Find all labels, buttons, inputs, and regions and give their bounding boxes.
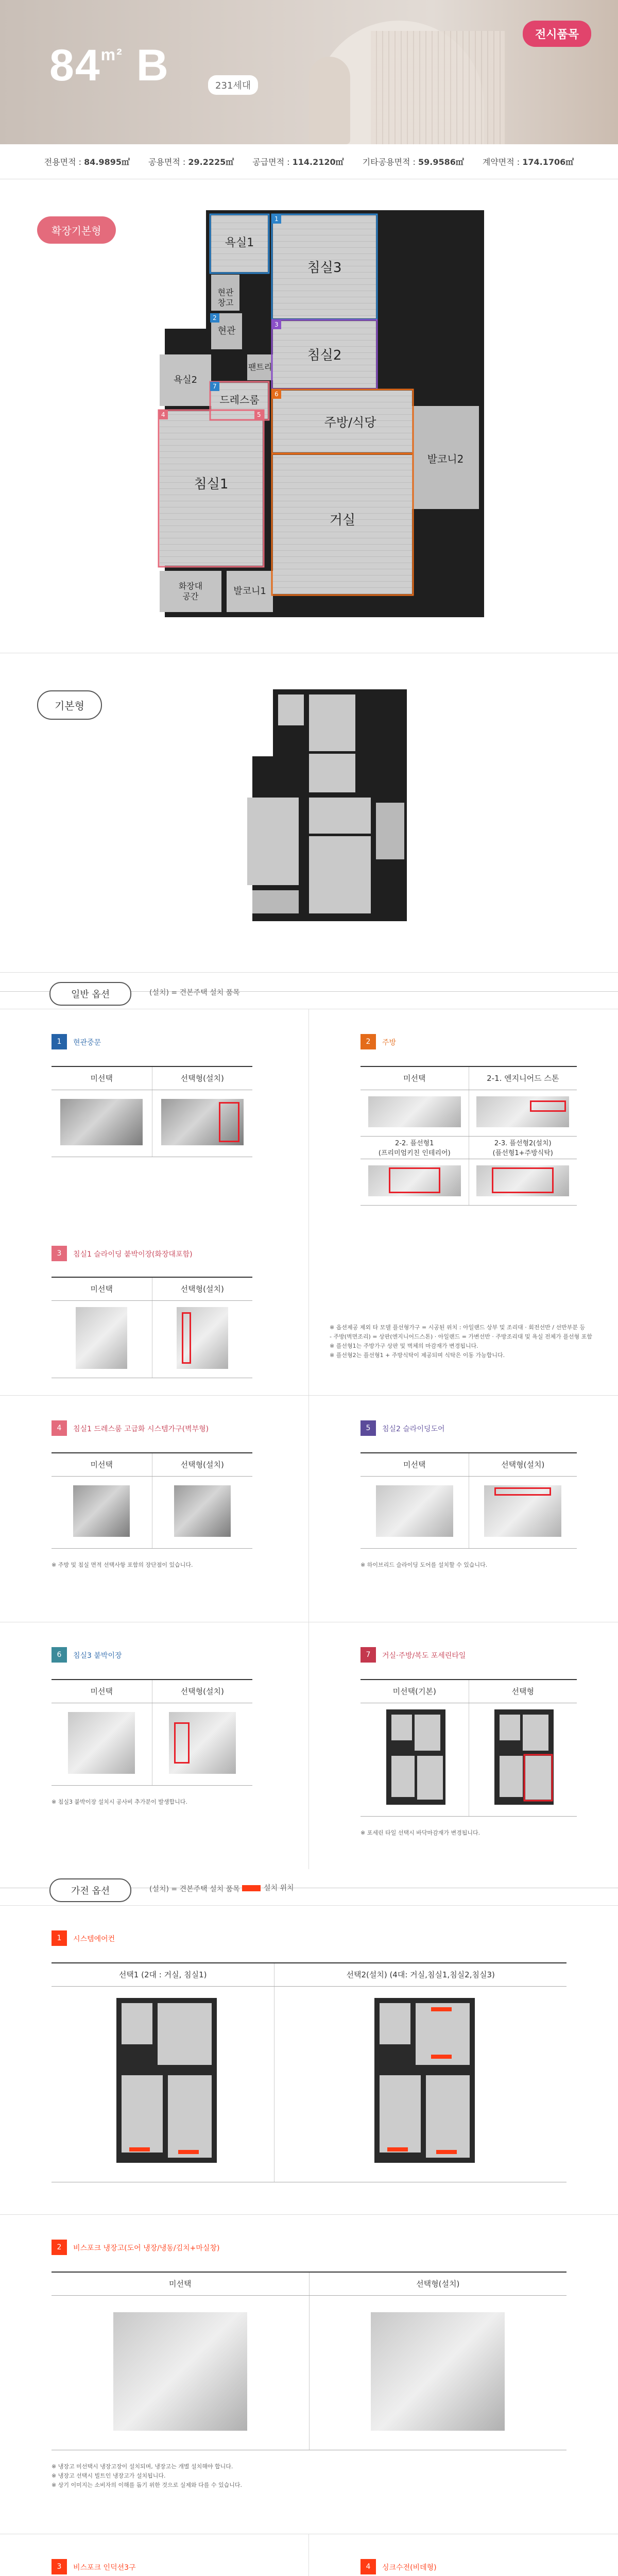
svg-text:발코니1: 발코니1: [233, 586, 266, 597]
fridge-option-photo: [371, 2312, 505, 2431]
fridge-notes: ※ 냉장고 미선택시 냉장고장이 설치되며, 냉장고는 개별 설치해야 합니다. ※ 냉장고 선택시 빌트인 냉장고가 설치됩니다. ※ 상기 이미지는 소비자의 이해를 돕기 위한 것으로 실제와 다를 수 있습니다.: [52, 2463, 242, 2488]
svg-text:침실3: 침실3: [307, 260, 342, 276]
area-exclusive: 전용면적 : 84.9895㎡: [44, 157, 130, 167]
fridge-default-photo: [113, 2312, 247, 2431]
appliance-options-pill[interactable]: 가전 옵션: [49, 1878, 131, 1902]
svg-text:거실: 거실: [329, 513, 356, 528]
options-row-4: [0, 1622, 618, 1869]
svg-text:현관: 현관: [217, 287, 234, 297]
svg-text:1: 1: [274, 215, 279, 223]
entrance-door-table: 미선택 선택형(설치): [52, 1066, 252, 1157]
option-bed1-closet: 3 침실1 슬라이딩 붙박이장(화장대포함) 미선택 선택형(설치): [0, 1235, 309, 1395]
bed1-dressroom-table: 미선택 선택형(설치): [52, 1452, 252, 1549]
svg-text:팬트리: 팬트리: [248, 362, 272, 372]
svg-text:공간: 공간: [182, 591, 199, 601]
area-supply: 공급면적 : 114.2120㎡: [252, 157, 344, 167]
appliance-options-header: [0, 1869, 618, 1905]
svg-text:주방/식당: 주방/식당: [324, 415, 376, 430]
svg-text:3: 3: [274, 321, 279, 328]
entrance-option-photo: [161, 1099, 244, 1145]
area-common: 공용면적 : 29.2225㎡: [148, 157, 234, 167]
options-row-appliance-2: [0, 2534, 618, 2576]
hero-banner: [0, 0, 618, 144]
kitchen-notes-text: ※ 옵션제공 제외 타 모델 플선형가구 = 시공된 위치 : 아일랜드 상부 및 조리대 · 회전선반 / 선반부분 등 - 주방(벽면조리) = 상판(엔지니어드스톤) · 아일랜드 = 가변선반 · 주방조리대 및 욕실 전체가 플선형 포함 ※ 플선형1는 주방가구 상판 및 벽체의 마감재가 변경됩니다. ※ 플선형2는 플선형1 + 주방식탁이 제공되며 식탁은 이동 가능합니다.: [330, 1324, 592, 1359]
svg-text:7: 7: [213, 383, 217, 390]
svg-text:현관: 현관: [217, 326, 236, 336]
household-count-badge: 231세대: [208, 75, 258, 95]
option-bed3-closet: 6 침실3 붙박이장 미선택 선택형(설치) ※ 침실3 붙박이장 설치시 공사비 추가분이 발생합니다.: [0, 1622, 309, 1869]
svg-text:4: 4: [161, 411, 165, 418]
options-row-2: [0, 1235, 618, 1395]
option-entrance-door: 1 현관중문 미선택 선택형(설치): [0, 1009, 309, 1235]
entrance-default-photo: [60, 1099, 143, 1145]
svg-text:5: 5: [257, 411, 261, 418]
exhibit-items-pill[interactable]: 전시품목: [523, 21, 591, 47]
svg-text:드레스룸: 드레스룸: [219, 394, 260, 406]
kitchen-notes: [309, 1235, 618, 1395]
expanded-floor-plan: [149, 210, 489, 622]
expanded-plan-section: [0, 179, 618, 653]
svg-text:발코니2: 발코니2: [427, 453, 464, 465]
general-options-note: (설치) = 견본주택 설치 품목: [149, 989, 240, 997]
svg-text:욕실2: 욕실2: [173, 375, 198, 385]
basic-plan-section: [0, 653, 618, 973]
general-options-header: [0, 973, 618, 1009]
appliance-options-note: (설치) = 견본주택 설치 품목: [149, 1885, 240, 1893]
option-induction: 3 비스포크 인덕션3구: [0, 2534, 309, 2576]
bed1-closet-table: 미선택 선택형(설치): [52, 1277, 252, 1378]
options-row-1: [0, 1009, 618, 1235]
basic-plan-pill[interactable]: 기본형: [37, 690, 102, 720]
tile-option-plan: [489, 1709, 556, 1807]
option-sink-faucet: 4 싱크수전(비데형): [309, 2534, 618, 2576]
svg-text:6: 6: [274, 391, 279, 398]
svg-text:침실1: 침실1: [194, 477, 229, 492]
area-info-bar: [0, 144, 618, 179]
area-other-common: 기타공용면적 : 59.9586㎡: [362, 157, 464, 167]
porcelain-tile-table: 미선택(기본) 선택형: [360, 1679, 577, 1817]
option-bed1-dressroom: 4 침실1 드레스룸 고급화 시스템가구(벽부형) 미선택 선택형(설치) ※ 주방 및 침실 면적 선택사항 포함의 장단점이 있습니다.: [0, 1396, 309, 1622]
bed2-sliding-table: 미선택 선택형(설치): [360, 1452, 577, 1549]
options-row-3: [0, 1395, 618, 1622]
aircon-table: 선택1 (2대 : 거실, 침실1) 선택2(설치) (4대: 거실,침실1,침실2,침실3): [52, 1962, 566, 2182]
option-porcelain-tile: 7 거실·주방/복도 포세린타일 미선택(기본) 선택형 ※ 포세린 타일 선택시 바닥마감재가 변경됩니다.: [309, 1622, 618, 1869]
fridge-table: 미선택 선택형(설치): [52, 2272, 566, 2450]
hero-panel-decor: [371, 31, 505, 144]
install-location-legend: 설치 위치: [242, 1883, 294, 1893]
bed3-closet-table: 미선택 선택형(설치): [52, 1679, 252, 1786]
general-options-pill[interactable]: 일반 옵션: [49, 982, 131, 1006]
svg-text:침실2: 침실2: [307, 348, 342, 363]
option-system-aircon: 1 시스템에어컨 선택1 (2대 : 거실, 침실1) 선택2(설치) (4대: 거실,침실1,침실2,침실3): [0, 1905, 618, 2214]
svg-text:화장대: 화장대: [178, 581, 203, 591]
hero-vase-decor: [309, 57, 350, 144]
tile-default-plan: [381, 1709, 448, 1807]
basic-floor-plan: [242, 689, 412, 926]
option-kitchen: 2 주방 미선택 2-1. 엔지니어드 스톤 2-2. 플선형1 (프리미엄키친 인테리어) 2-3. 플선형2(설치) (플선형1+주방식탁): [309, 1009, 618, 1235]
option-bespoke-fridge: 2 비스포크 냉장고(도어 냉장/냉동/김치+마실창) 미선택 선택형(설치) ※ 냉장고 미선택시 냉장고장이 설치되며, 냉장고는 개별 설치해야 합니다. ※ 냉장고 선택시 빌트인 냉장고가 설치됩니다. ※ 상기 이미지는 소비자의 이해를 돕기 위한 것으로 실제와 다를 수 있습니다.: [0, 2214, 618, 2534]
unit-type-title: $84^{m^2}$ B: [49, 41, 169, 90]
kitchen-table: 미선택 2-1. 엔지니어드 스톤 2-2. 플선형1 (프리미엄키친 인테리어) 2-3. 플선형2(설치) (플선형1+주방식탁): [360, 1066, 577, 1206]
svg-text:창고: 창고: [217, 298, 234, 308]
area-contract: 계약면적 : 174.1706㎡: [482, 157, 574, 167]
svg-text:욕실1: 욕실1: [225, 236, 254, 249]
expanded-plan-pill[interactable]: 확장기본형: [37, 216, 116, 244]
aircon-plan-option1: [106, 1998, 219, 2168]
aircon-plan-option2: [364, 1998, 477, 2168]
svg-text:2: 2: [213, 314, 217, 321]
option-bed2-sliding: 5 침실2 슬라이딩도어 미선택 선택형(설치) ※ 하이브리드 슬라이딩 도어를 설치할 수 있습니다.: [309, 1396, 618, 1622]
